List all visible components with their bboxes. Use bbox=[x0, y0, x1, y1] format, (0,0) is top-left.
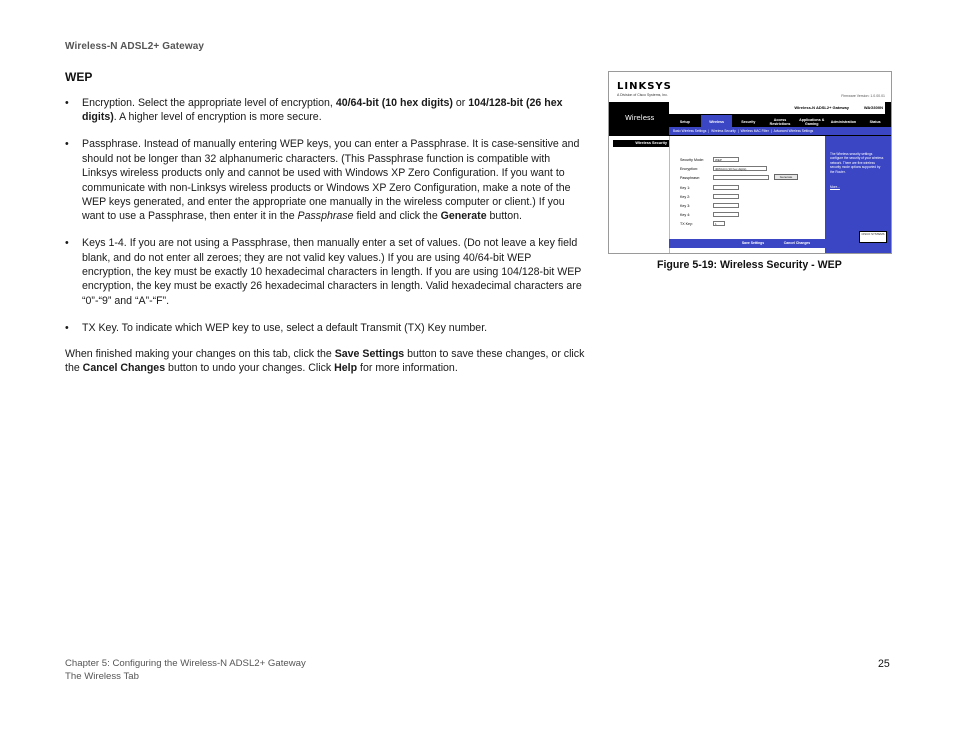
passphrase-label: Passphrase: bbox=[680, 176, 700, 180]
tab-setup[interactable]: Setup bbox=[679, 120, 690, 124]
key1-input[interactable] bbox=[713, 185, 739, 190]
subnav-separator: | bbox=[770, 129, 772, 133]
bullet-passphrase: • Passphrase. Instead of manually entering WEP keys, you can enter a Passphrase. It is case-sensitive and should not be longer than 32 alphanumeric characters. (This Passphrase function is compatible with Linksys wireless products only and cannot be used with Windows XP Zero Configuration. If you want to communicate with non-Linksys wireless products or Windows XP Zero Configuration, make a note of the WEP keys generated, and enter the appropriate one manually in the wireless computer or client.) If you want to use a Passphrase, then enter it in the Passphrase field and click the Generate button. bbox=[65, 137, 585, 223]
key2-input[interactable] bbox=[713, 194, 739, 199]
panel-title: Wireless Security bbox=[613, 140, 669, 147]
key4-input[interactable] bbox=[713, 212, 739, 217]
tab-security[interactable]: Security bbox=[741, 120, 756, 124]
generate-button[interactable]: Generate bbox=[774, 174, 798, 180]
tab-administration[interactable]: Administration bbox=[830, 120, 857, 124]
section-title: WEP bbox=[65, 70, 93, 84]
cisco-logo: CISCO SYSTEMS bbox=[859, 231, 887, 243]
bullet-encryption: • Encryption. Select the appropriate level of encryption, 40/64-bit (10 hex digits) or 104/128-bit (26 hex digits). A higher level of encryption is more secure. bbox=[65, 96, 585, 125]
cancel-changes-button[interactable]: Cancel Changes bbox=[775, 240, 819, 246]
page-number: 25 bbox=[878, 658, 890, 670]
passphrase-input[interactable] bbox=[713, 175, 769, 180]
encryption-select[interactable]: 40/64-bit (10 hex digits) bbox=[713, 166, 767, 171]
bullet-list bbox=[65, 96, 585, 348]
tab-status[interactable]: Status bbox=[869, 120, 881, 124]
subtab-advanced-wireless[interactable]: Advanced Wireless Settings bbox=[773, 129, 814, 133]
subtab-basic-wireless[interactable]: Basic Wireless Settings bbox=[673, 129, 707, 133]
save-settings-button[interactable]: Save Settings bbox=[735, 240, 771, 246]
txkey-select[interactable]: 1 bbox=[713, 221, 725, 226]
footer bbox=[65, 658, 306, 683]
security-mode-select[interactable]: WEP bbox=[713, 157, 739, 162]
figure-form bbox=[669, 136, 826, 253]
help-more-link[interactable]: More... bbox=[830, 185, 840, 189]
key2-label: Key 2: bbox=[680, 195, 691, 199]
running-head: Wireless-N ADSL2+ Gateway bbox=[65, 41, 205, 52]
figure-button-bar bbox=[669, 239, 825, 248]
logo-subtitle: A Division of Cisco Systems, Inc. bbox=[617, 93, 668, 97]
product-bar bbox=[669, 102, 885, 115]
key1-label: Key 1: bbox=[680, 186, 691, 190]
subnav-separator: | bbox=[737, 129, 739, 133]
figure-screenshot bbox=[608, 71, 892, 254]
key3-input[interactable] bbox=[713, 203, 739, 208]
linksys-logo: LINKSYS bbox=[617, 81, 672, 92]
subtab-mac-filter[interactable]: Wireless MAC Filter bbox=[740, 129, 769, 133]
model-name: WAG300N bbox=[863, 105, 883, 110]
figure-caption: Figure 5-19: Wireless Security - WEP bbox=[657, 259, 842, 271]
section-label: Wireless bbox=[625, 114, 655, 122]
encryption-label: Encryption: bbox=[680, 167, 698, 171]
footer-chapter: Chapter 5: Configuring the Wireless-N ADSL2+ Gateway bbox=[65, 658, 306, 669]
sub-nav bbox=[669, 127, 891, 135]
txkey-label: TX Key: bbox=[680, 222, 693, 226]
figure-left-panel bbox=[609, 136, 669, 253]
footer-subsection: The Wireless Tab bbox=[65, 670, 139, 682]
key4-label: Key 4: bbox=[680, 213, 691, 217]
figure-top-bar bbox=[609, 72, 891, 102]
closing-paragraph: When finished making your changes on this tab, click the Save Settings button to save these changes, or click the Cancel Changes button to undo your changes. Click Help for more information. bbox=[65, 348, 585, 375]
tab-wireless[interactable]: Wireless bbox=[701, 115, 733, 129]
product-name: Wireless-N ADSL2+ Gateway bbox=[794, 105, 849, 110]
key3-label: Key 3: bbox=[680, 204, 691, 208]
subtab-wireless-security[interactable]: Wireless Security bbox=[711, 129, 736, 133]
tab-access-restrictions[interactable]: Access Restrictions bbox=[769, 118, 791, 126]
bullet-keys: • Keys 1-4. If you are not using a Passphrase, then manually enter a set of values. (Do not leave a key field blank, and do not enter all zeroes; they are not valid key values.) If you are using 40/64-bit WEP encryption, the key must be exactly 10 hexadecimal characters in length. If you are using 104/128-bit WEP encryption, the key must be exactly 26 hexadecimal characters in length. Valid hexadecimal characters are “0”-“9” and “A”-“F”. bbox=[65, 236, 585, 308]
tab-applications-gaming[interactable]: Applications & Gaming bbox=[799, 118, 825, 126]
security-mode-label: Security Mode: bbox=[680, 158, 704, 162]
subnav-separator: | bbox=[708, 129, 710, 133]
firmware-version: Firmware Version: 1.0.00.01 bbox=[841, 94, 885, 98]
help-text: The Wireless security settings configure the security of your wireless network. There are five wireless security mode options supported by the Router. bbox=[830, 152, 884, 174]
bullet-txkey: • TX Key. To indicate which WEP key to use, select a default Transmit (TX) Key number. bbox=[65, 321, 585, 335]
help-panel bbox=[825, 136, 891, 253]
